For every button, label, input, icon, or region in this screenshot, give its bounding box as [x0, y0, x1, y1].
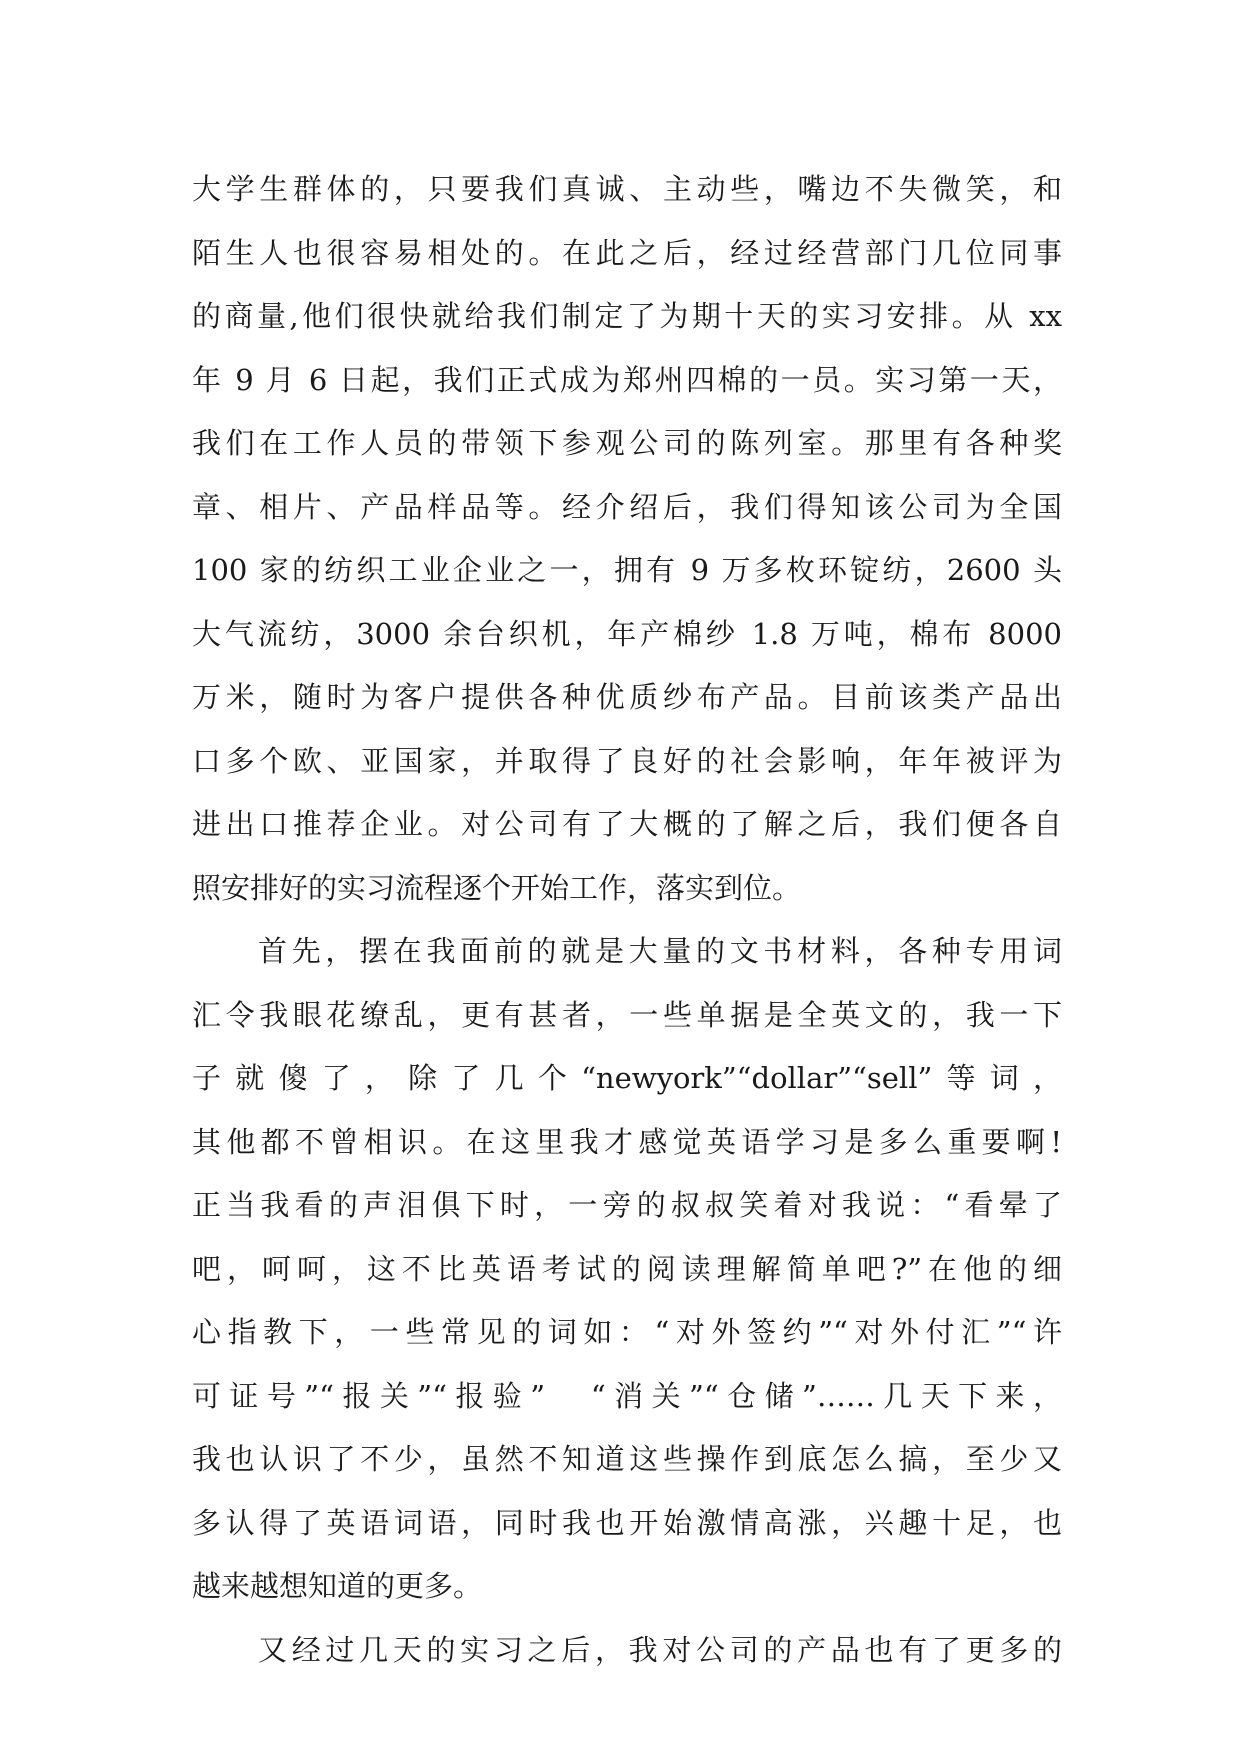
text-line: 正当我看的声泪俱下时，一旁的叔叔笑着对我说：“看晕了 [192, 1188, 1062, 1222]
text-line: 多认得了英语词语，同时我也开始激情高涨，兴趣十足，也 [192, 1505, 1062, 1540]
text-line: 大学生群体的，只要我们真诚、主动些，嘴边不失微笑，和 [192, 172, 1062, 206]
text-line: 可证号”“报关”“报验” “消关”“仓储”……几天下来， [192, 1378, 1062, 1413]
paragraph-start-line: 又经过几天的实习之后，我对公司的产品也有了更多的 [258, 1632, 1062, 1667]
text-line: 其他都不曾相识。在这里我才感觉英语学习是多么重要啊! [192, 1124, 1062, 1159]
text-line: 我也认识了不少，虽然不知道这些操作到底怎么搞，至少又 [192, 1442, 1062, 1476]
text-line: 万米，随时为客户提供各种优质纱布产品。目前该类产品出 [192, 680, 1062, 714]
text-line: 陌生人也很容易相处的。在此之后，经过经营部门几位同事 [192, 235, 1062, 270]
text-line: 年 9 月 6 日起，我们正式成为郑州四棉的一员。实习第一天， [192, 362, 1062, 397]
text-line: 照安排好的实习流程逐个开始工作，落实到位。 [192, 870, 802, 905]
text-line: 进出口推荐企业。对公司有了大概的了解之后，我们便各自 [192, 807, 1062, 841]
text-line: 100 家的纺织工业企业之一，拥有 9 万多枚环锭纺，2600 头 [192, 553, 1062, 587]
text-line: 口多个欧、亚国家，并取得了良好的社会影响，年年被评为 [192, 743, 1062, 778]
text-line: 我们在工作人员的带领下参观公司的陈列室。那里有各种奖 [192, 426, 1062, 460]
text-line: 吧，呵呵，这不比英语考试的阅读理解简单吧?”在他的细 [192, 1251, 1062, 1286]
body-text [192, 158, 1062, 1682]
text-line: 汇令我眼花缭乱，更有甚者，一些单据是全英文的，我一下 [192, 997, 1062, 1032]
text-line: 心指教下，一些常见的词如：“对外签约”“对外付汇”“许 [192, 1315, 1062, 1349]
text-line: 子就傻了，除了几个“newyork”“dollar”“sell”等词， [192, 1061, 1062, 1095]
text-line: 越来越想知道的更多。 [192, 1569, 483, 1603]
text-line: 大气流纺，3000 余台织机，年产棉纱 1.8 万吨，棉布 8000 [192, 616, 1062, 651]
paragraph-start-line: 首先，摆在我面前的就是大量的文书材料，各种专用词 [258, 934, 1062, 968]
text-line: 的商量,他们很快就给我们制定了为期十天的实习安排。从 xx [192, 299, 1062, 333]
text-line: 章、相片、产品样品等。经介绍后，我们得知该公司为全国 [192, 489, 1062, 524]
